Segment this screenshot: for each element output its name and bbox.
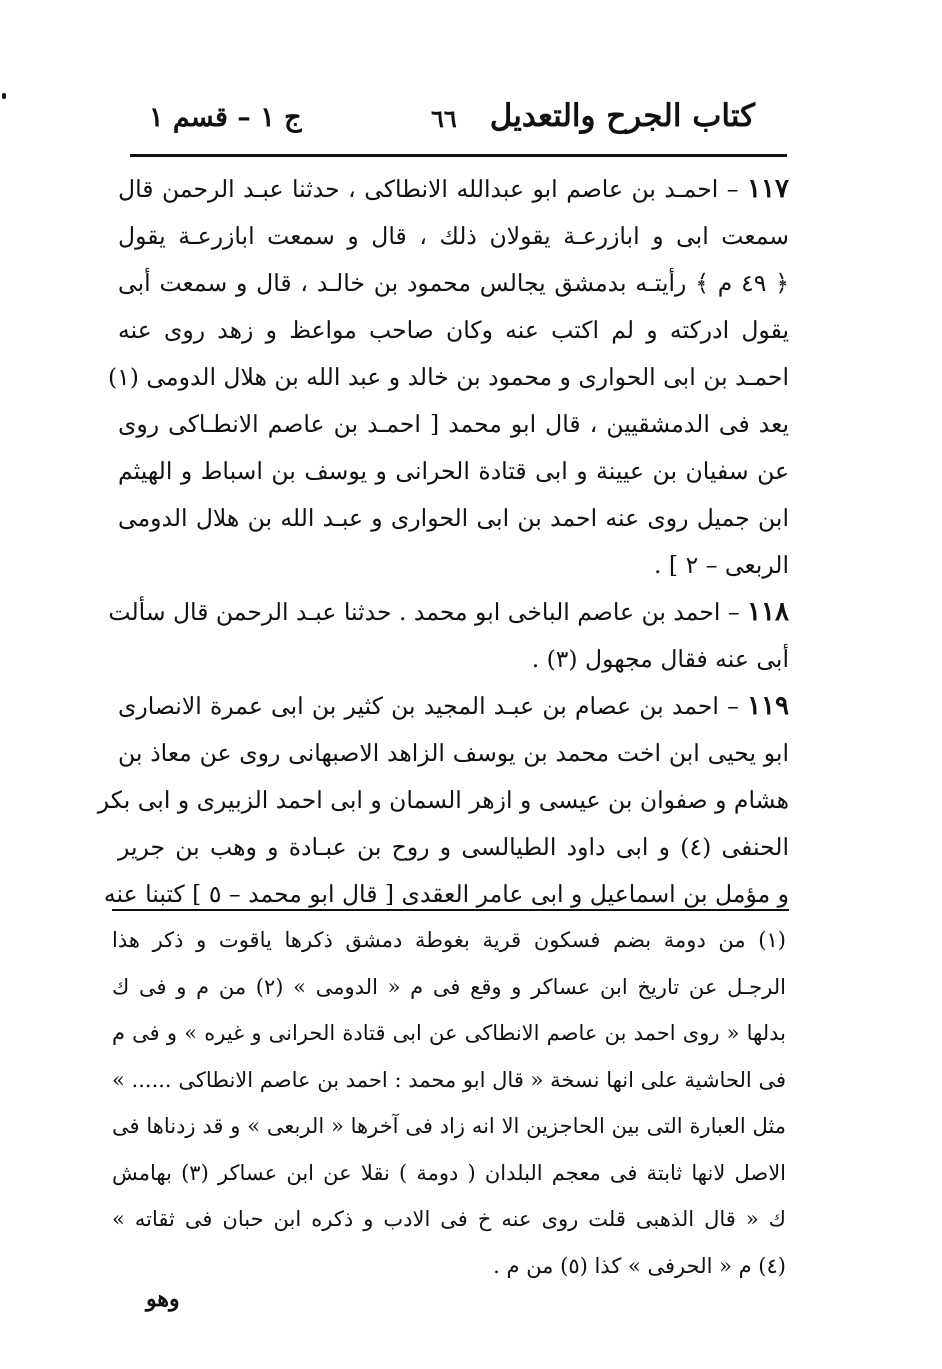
text-line — [118, 448, 789, 495]
header-rule — [130, 154, 787, 157]
volume-part: ج ١ – قسم ١ — [149, 102, 302, 133]
text-line — [118, 307, 789, 354]
line-text: – احمـد بن عاصم ابو عبدالله الانطاكى ، حدثنا عبـد الرحمن قال — [118, 175, 739, 203]
line-text: الاصل لانها ثابتة فى معجم البلدان ( دومة ) نقلا عن ابن عساكر (٣) بهامش — [112, 1160, 786, 1185]
footnote-line — [112, 1010, 786, 1057]
line-text: – احمد بن عاصم الباخى ابو محمد . حدثنا عبـد الرحمن قال سألت — [108, 598, 740, 626]
line-text: (٤) م « الحرفى » كذا (٥) من م . — [493, 1253, 786, 1278]
line-text: سمعت ابى و ابازرعـة يقولان ذلك ، قال و سمعت ابازرعـة يقول — [118, 222, 789, 250]
footnote-line — [112, 1243, 786, 1290]
line-text: الربعى – ٢ ] . — [653, 551, 789, 579]
text-line — [118, 401, 789, 448]
footnote-line — [112, 1103, 786, 1150]
text-line — [118, 636, 789, 683]
line-text: يعد فى الدمشقيين ، قال ابو محمد [ احمـد بن عاصم الانطـاكى روى — [118, 410, 789, 438]
line-text: و مؤمل بن اسماعيل و ابى عامر العقدى [ قال ابو محمد – ٥ ] كتبنا عنه — [103, 880, 789, 908]
line-text: يقول ادركته و لم اكتب عنه وكان صاحب مواعظ و زهد روى عنه — [118, 316, 789, 344]
footnote-line — [112, 1196, 786, 1243]
scan-edge-mark — [2, 93, 6, 99]
line-text: ك « قال الذهبى قلت روى عنه خ فى الادب و ذكره ابن حبان فى ثقاته » — [112, 1207, 786, 1231]
footnote-line — [112, 917, 786, 964]
line-text: (١) من دومة بضم فسكون قرية بغوطة دمشق ذكرها ياقوت و ذكر هذا — [112, 928, 786, 952]
line-text: عن سفيان بن عيينة و ابى قتادة الحرانى و يوسف بن اسباط و الهيثم — [118, 457, 789, 485]
text-line — [118, 260, 789, 307]
footnote-line — [112, 964, 786, 1011]
main-text — [97, 166, 789, 918]
line-text: ﴿ ٤٩ م ﴾ رأيتـه بدمشق يجالس محمود بن خالـد ، قال و سمعت أبى — [118, 269, 789, 297]
text-line — [118, 730, 789, 777]
entry-number: ١١٩ — [747, 691, 789, 721]
book-title: كتاب الجرح والتعديل — [489, 98, 755, 134]
text-line — [118, 495, 789, 542]
footnote-line — [112, 1150, 786, 1197]
line-text: أبى عنه فقال مجهول (٣) . — [531, 645, 789, 673]
page-number: ٦٦ — [431, 104, 457, 133]
text-line — [118, 683, 789, 730]
text-line — [118, 166, 789, 213]
line-text: الرجـل عن تاريخ ابن عساكر و وقع فى م « الدومى » (٢) من م و فى ك — [112, 974, 786, 999]
line-text: بدلها « روى احمد بن عاصم الانطاكى عن ابى قتادة الحرانى و غيره » و فى م — [112, 1021, 786, 1045]
line-text: الحنفى (٤) و ابى داود الطيالسى و روح بن عبـادة و وهب بن جرير — [118, 833, 789, 861]
entry-number: ١١٧ — [747, 174, 789, 204]
footnotes — [112, 917, 786, 1289]
catchword: وهو — [146, 1286, 180, 1312]
line-text: ابو يحيى ابن اخت محمد بن يوسف الزاهد الاصبهانى روى عن معاذ بن — [118, 739, 789, 767]
line-text: – احمد بن عصام بن عبـد المجيد بن كثير بن ابى عمرة الانصارى — [118, 692, 739, 720]
footnote-line — [112, 1057, 786, 1104]
line-text: احمـد بن ابى الحوارى و محمود بن خالد و عبد الله بن هلال الدومى (١) — [107, 363, 789, 391]
line-text: ابن جميل روى عنه احمد بن ابى الحوارى و عبـد الله بن هلال الدومى — [118, 504, 789, 532]
text-line — [118, 213, 789, 260]
line-text: فى الحاشية على انها نسخة « قال ابو محمد : احمد بن عاصم الانطاكى ...... » — [112, 1067, 786, 1092]
text-line — [118, 824, 789, 871]
footnote-rule — [112, 909, 789, 911]
line-text: مثل العبارة التى بين الحاجزين الا انه زاد فى آخرها « الربعى » و قد زدناها فى — [112, 1114, 786, 1138]
entry-number: ١١٨ — [747, 597, 789, 627]
text-line — [97, 777, 789, 824]
text-line — [107, 354, 789, 401]
text-line — [108, 589, 789, 636]
running-header — [135, 98, 785, 148]
line-text: هشام و صفوان بن عيسى و ازهر السمان و ابى احمد الزبيرى و ابى بكر — [97, 786, 789, 814]
text-line — [118, 542, 789, 589]
